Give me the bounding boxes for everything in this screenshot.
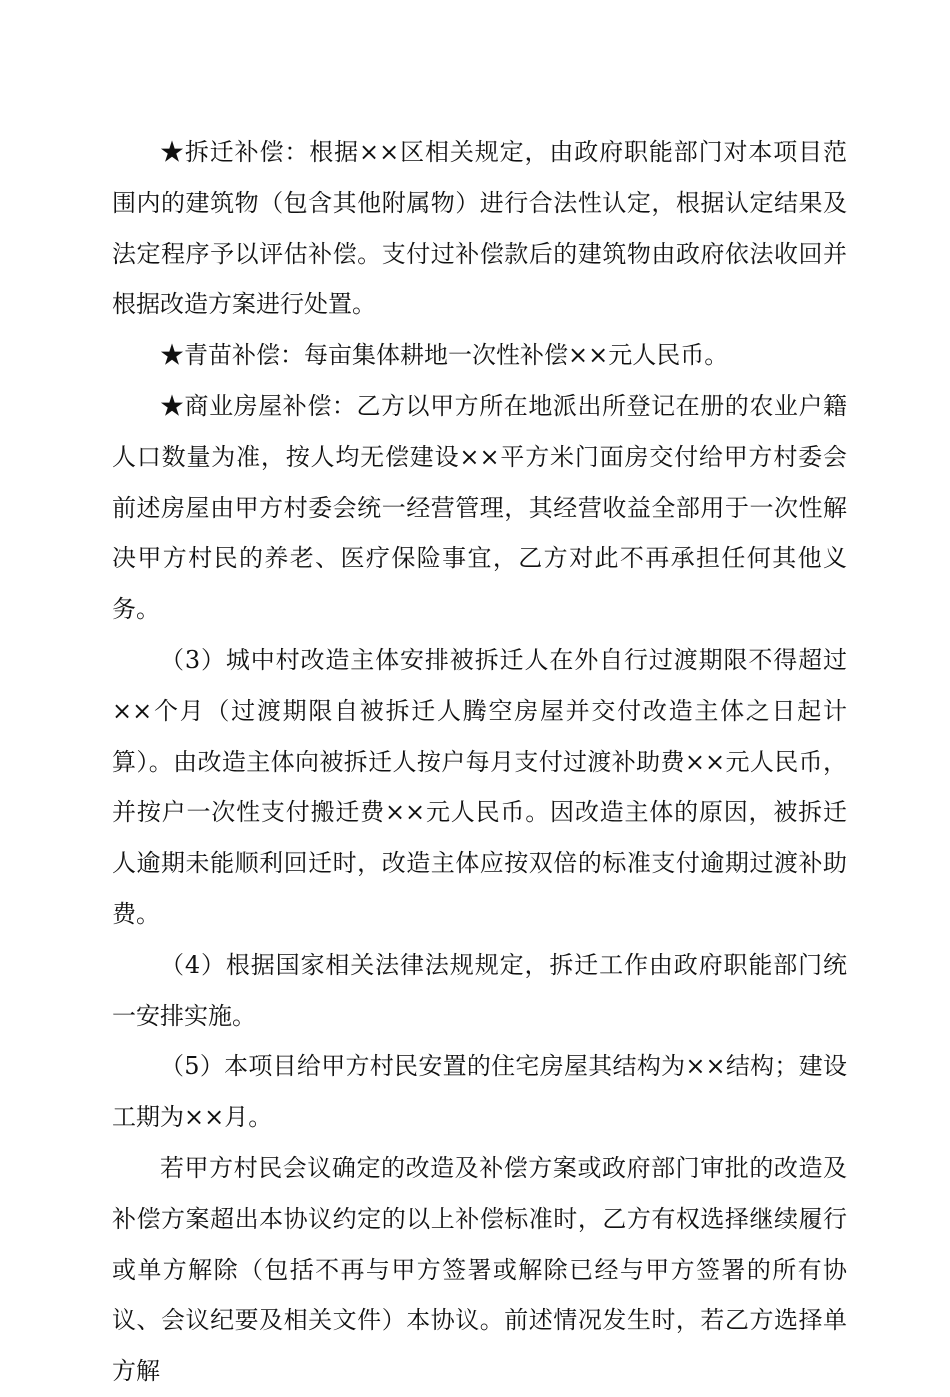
paragraph-item-3-transition: （3）城中村改造主体安排被拆迁人在外自行过渡期限不得超过××个月（过渡期限自被拆迁人腾空房屋并交付改造主体之日起计算）。由改造主体向被拆迁人按户每月支付过渡补助费××元人民币，并按户一次性支付搬迁费××元人民币。因改造主体的原因，被拆迁人逾期未能顺利回迁时，改造主体应按双倍的标准支付逾期过渡补助费。 — [112, 645, 847, 928]
paragraph-termination-clause: 若甲方村民会议确定的改造及补偿方案或政府部门审批的改造及补偿方案超出本协议约定的以上补偿标准时，乙方有权选择继续履行或单方解除（包括不再与甲方签署或解除已经与甲方签署的所有协议、会议纪要及相关文件）本协议。前述情况发生时，若乙方选择单方解 — [112, 1153, 847, 1386]
document-body — [112, 127, 847, 1397]
paragraph-demolition-compensation: ★拆迁补偿：根据××区相关规定，由政府职能部门对本项目范围内的建筑物（包含其他附属物）进行合法性认定，根据认定结果及法定程序予以评估补偿。支付过补偿款后的建筑物由政府依法收回并根据改造方案进行处置。 — [112, 138, 847, 319]
paragraph-item-4-implementation: （4）根据国家相关法律法规规定，拆迁工作由政府职能部门统一安排实施。 — [112, 950, 847, 1030]
paragraph-commercial-housing-compensation: ★商业房屋补偿：乙方以甲方所在地派出所登记在册的农业户籍人口数量为准，按人均无偿建设××平方米门面房交付给甲方村委会前述房屋由甲方村委会统一经营管理，其经营收益全部用于一次性解决甲方村民的养老、医疗保险事宜，乙方对此不再承担任何其他义务。 — [112, 391, 847, 624]
paragraph-crop-compensation: ★青苗补偿：每亩集体耕地一次性补偿××元人民币。 — [160, 341, 729, 370]
paragraph-item-5-structure: （5）本项目给甲方村民安置的住宅房屋其结构为××结构；建设工期为××月。 — [112, 1052, 847, 1132]
